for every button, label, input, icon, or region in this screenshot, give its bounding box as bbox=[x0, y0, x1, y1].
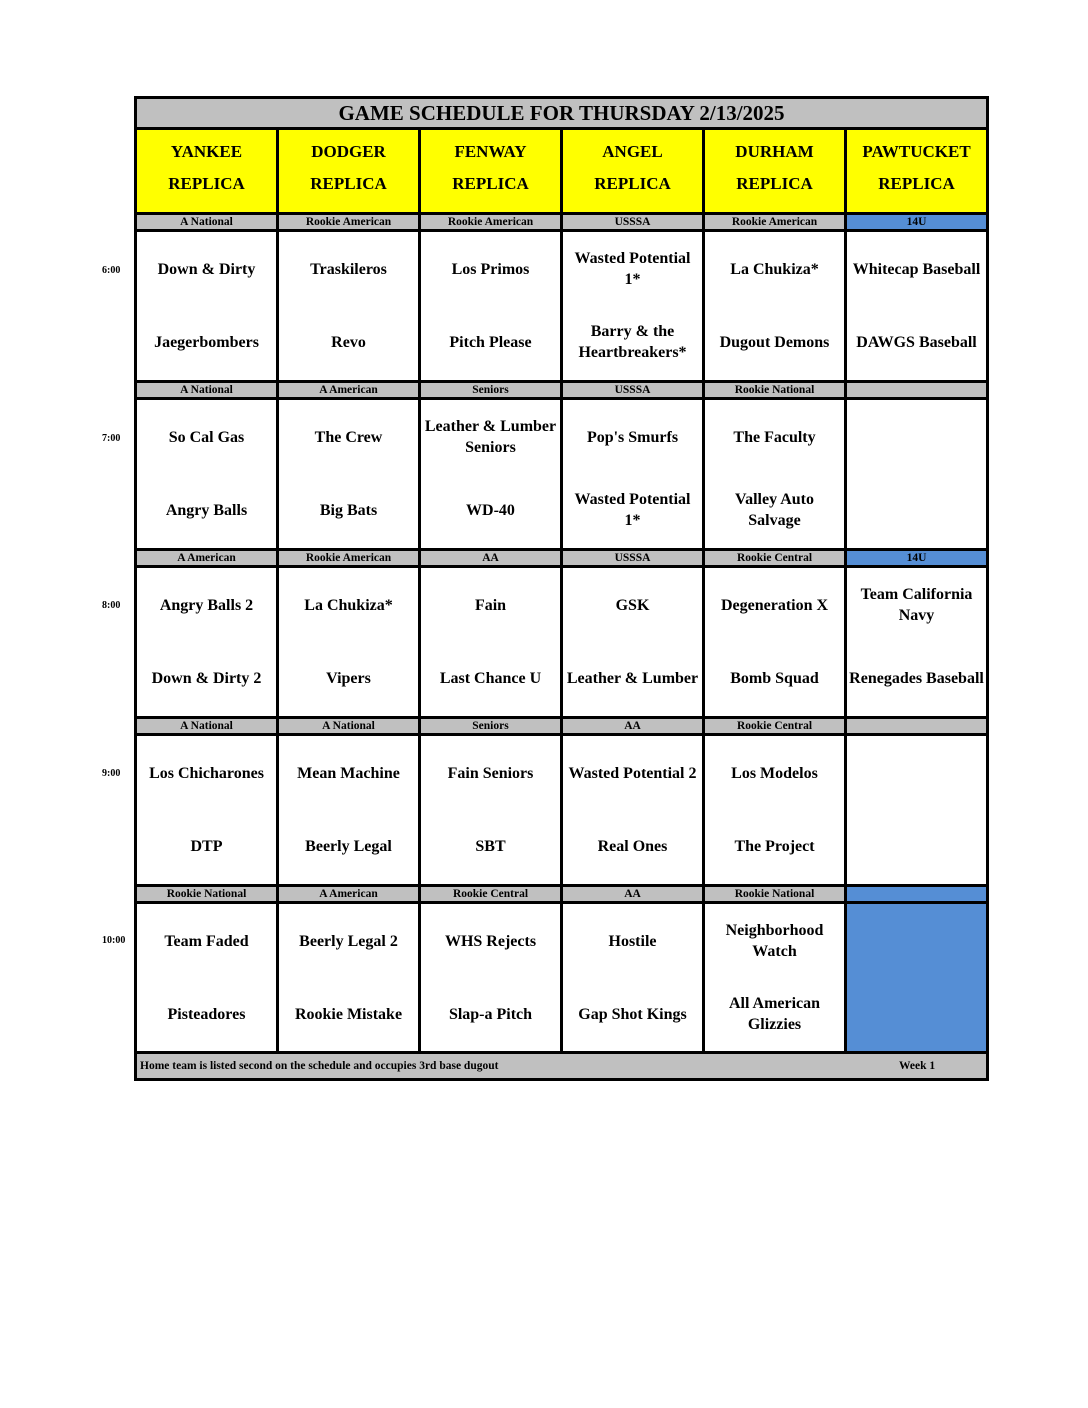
home-team: Dugout Demons bbox=[719, 333, 830, 351]
home-team: SBT bbox=[475, 837, 506, 855]
home-team: Slap-a Pitch bbox=[448, 1005, 533, 1023]
division-label: Rookie American bbox=[279, 551, 421, 565]
away-team: Leather & Lumber Seniors bbox=[424, 418, 557, 456]
home-team: Beerly Legal bbox=[305, 837, 392, 855]
division-label: USSSA bbox=[563, 551, 705, 565]
home-team: The Project bbox=[734, 837, 815, 855]
division-label: USSSA bbox=[563, 215, 705, 229]
away-team: Wasted Potential 1* bbox=[574, 250, 691, 288]
division-label: Rookie National bbox=[705, 383, 847, 397]
game-cell bbox=[705, 400, 847, 548]
home-team: Pitch Please bbox=[449, 333, 532, 351]
field-name: DODGER bbox=[311, 142, 386, 161]
home-team: Last Chance U bbox=[439, 669, 542, 687]
game-cell bbox=[705, 232, 847, 380]
away-team: Down & Dirty bbox=[157, 260, 256, 278]
away-team: Fain Seniors bbox=[447, 764, 534, 782]
away-team: Los Primos bbox=[451, 260, 530, 278]
field-sub: REPLICA bbox=[736, 174, 813, 193]
division-label: AA bbox=[421, 551, 563, 565]
away-team: So Cal Gas bbox=[168, 428, 245, 446]
home-team: Rookie Mistake bbox=[294, 1005, 403, 1023]
division-label bbox=[847, 383, 986, 397]
division-label: A National bbox=[137, 215, 279, 229]
game-cell bbox=[421, 904, 563, 1052]
home-team: Down & Dirty 2 bbox=[151, 669, 262, 687]
division-label bbox=[847, 887, 986, 901]
away-team bbox=[849, 415, 984, 459]
home-team: DAWGS Baseball bbox=[856, 333, 977, 351]
division-label: A National bbox=[137, 719, 279, 733]
game-cell bbox=[137, 568, 279, 716]
away-team: La Chukiza* bbox=[304, 596, 393, 614]
home-team: Barry & the Heartbreakers* bbox=[578, 323, 687, 361]
division-label: Rookie National bbox=[705, 887, 847, 901]
home-team: Wasted Potential 1* bbox=[574, 491, 691, 529]
away-team: Team California Navy bbox=[860, 586, 973, 624]
week-label: Week 1 bbox=[899, 1060, 936, 1072]
field-header-3 bbox=[563, 130, 705, 212]
game-cell bbox=[279, 568, 421, 716]
game-cell bbox=[421, 736, 563, 884]
time-label: 10:00 bbox=[102, 935, 126, 946]
time-label: 9:00 bbox=[102, 768, 121, 779]
footer-bar bbox=[137, 1051, 986, 1078]
division-label: Rookie National bbox=[137, 887, 279, 901]
division-label: A American bbox=[279, 383, 421, 397]
game-cell bbox=[563, 232, 705, 380]
field-sub: REPLICA bbox=[168, 174, 245, 193]
time-label: 6:00 bbox=[102, 265, 121, 276]
field-header-5 bbox=[847, 130, 986, 212]
away-team bbox=[849, 751, 984, 795]
away-team: Fain bbox=[474, 596, 507, 614]
home-team bbox=[849, 824, 984, 868]
game-cell bbox=[847, 400, 986, 548]
division-label: Rookie American bbox=[705, 215, 847, 229]
field-name: ANGEL bbox=[602, 142, 663, 161]
game-cell bbox=[421, 400, 563, 548]
division-row bbox=[137, 884, 986, 904]
division-label: AA bbox=[563, 719, 705, 733]
home-team: Angry Balls bbox=[165, 501, 248, 519]
away-team bbox=[849, 919, 984, 963]
away-team: Mean Machine bbox=[297, 764, 400, 782]
division-row bbox=[137, 212, 986, 232]
away-team: Hostile bbox=[608, 932, 657, 950]
division-label: A American bbox=[137, 551, 279, 565]
home-team bbox=[849, 488, 984, 532]
away-team: The Faculty bbox=[733, 428, 816, 446]
home-team: Vipers bbox=[326, 669, 371, 687]
division-label: A National bbox=[137, 383, 279, 397]
home-team: Gap Shot Kings bbox=[578, 1005, 687, 1023]
game-cell bbox=[563, 568, 705, 716]
field-header-4 bbox=[705, 130, 847, 212]
field-name: YANKEE bbox=[170, 142, 243, 161]
game-cell bbox=[847, 736, 986, 884]
home-team: Leather & Lumber bbox=[566, 669, 699, 687]
field-sub: REPLICA bbox=[452, 174, 529, 193]
division-label: A American bbox=[279, 887, 421, 901]
away-team: GSK bbox=[615, 596, 650, 614]
home-team: All American Glizzies bbox=[728, 995, 821, 1033]
division-label: Rookie Central bbox=[421, 887, 563, 901]
time-label: 7:00 bbox=[102, 433, 121, 444]
division-label: 14U bbox=[847, 215, 986, 229]
away-team: Neighborhood Watch bbox=[725, 922, 824, 960]
field-sub: REPLICA bbox=[878, 174, 955, 193]
schedule-title: GAME SCHEDULE FOR THURSDAY 2/13/2025 bbox=[137, 99, 986, 130]
division-label: Rookie American bbox=[279, 215, 421, 229]
away-team: Wasted Potential 2 bbox=[568, 764, 697, 782]
division-label bbox=[847, 719, 986, 733]
game-cell bbox=[137, 400, 279, 548]
home-team: Pisteadores bbox=[167, 1005, 246, 1023]
division-row bbox=[137, 380, 986, 400]
division-label: Rookie Central bbox=[705, 719, 847, 733]
game-cell bbox=[563, 736, 705, 884]
game-cell bbox=[705, 568, 847, 716]
game-cell bbox=[563, 400, 705, 548]
game-cell bbox=[421, 568, 563, 716]
away-team: Traskileros bbox=[310, 260, 387, 278]
field-name: DURHAM bbox=[735, 142, 814, 161]
away-team: Los Chicharones bbox=[149, 764, 264, 782]
away-team: La Chukiza* bbox=[730, 260, 819, 278]
home-team: Bomb Squad bbox=[730, 669, 819, 687]
field-header-0 bbox=[137, 130, 279, 212]
time-label: 8:00 bbox=[102, 600, 121, 611]
home-team: DTP bbox=[190, 837, 223, 855]
game-cell bbox=[279, 904, 421, 1052]
home-team: Renegades Baseball bbox=[849, 669, 984, 687]
away-team: Beerly Legal 2 bbox=[299, 932, 398, 950]
division-label: Seniors bbox=[421, 383, 563, 397]
game-cell bbox=[279, 400, 421, 548]
field-sub: REPLICA bbox=[594, 174, 671, 193]
schedule-sheet bbox=[134, 96, 989, 1081]
game-cell bbox=[847, 904, 986, 1052]
home-team: Real Ones bbox=[597, 837, 668, 855]
division-label: 14U bbox=[847, 551, 986, 565]
game-cell bbox=[705, 736, 847, 884]
game-cell bbox=[847, 568, 986, 716]
game-cell bbox=[279, 736, 421, 884]
home-team: Revo bbox=[331, 333, 366, 351]
away-team: Pop's Smurfs bbox=[586, 428, 679, 446]
home-team: Jaegerbombers bbox=[154, 333, 259, 351]
division-row bbox=[137, 716, 986, 736]
division-label: USSSA bbox=[563, 383, 705, 397]
game-cell bbox=[421, 232, 563, 380]
game-cell bbox=[137, 904, 279, 1052]
division-label: AA bbox=[563, 887, 705, 901]
game-cell bbox=[137, 736, 279, 884]
home-team: WD-40 bbox=[466, 501, 515, 519]
away-team: Whitecap Baseball bbox=[852, 260, 981, 278]
division-label: Rookie American bbox=[421, 215, 563, 229]
home-team bbox=[849, 992, 984, 1036]
division-label: A National bbox=[279, 719, 421, 733]
footer-note: Home team is listed second on the schedule and occupies 3rd base dugout bbox=[140, 1060, 499, 1072]
away-team: Team Faded bbox=[164, 932, 249, 950]
game-cell bbox=[279, 232, 421, 380]
field-sub: REPLICA bbox=[310, 174, 387, 193]
field-header-1 bbox=[279, 130, 421, 212]
away-team: WHS Rejects bbox=[444, 932, 537, 950]
home-team: Big Bats bbox=[319, 501, 378, 519]
game-cell bbox=[705, 904, 847, 1052]
game-cell bbox=[137, 232, 279, 380]
division-label: Seniors bbox=[421, 719, 563, 733]
division-row bbox=[137, 548, 986, 568]
division-label: Rookie Central bbox=[705, 551, 847, 565]
game-cell bbox=[847, 232, 986, 380]
away-team: Degeneration X bbox=[720, 596, 829, 614]
field-name: PAWTUCKET bbox=[862, 142, 971, 161]
away-team: The Crew bbox=[314, 428, 383, 446]
field-name: FENWAY bbox=[454, 142, 527, 161]
away-team: Angry Balls 2 bbox=[159, 596, 254, 614]
away-team: Los Modelos bbox=[731, 764, 818, 782]
field-header-2 bbox=[421, 130, 563, 212]
home-team: Valley Auto Salvage bbox=[735, 491, 814, 529]
game-cell bbox=[563, 904, 705, 1052]
